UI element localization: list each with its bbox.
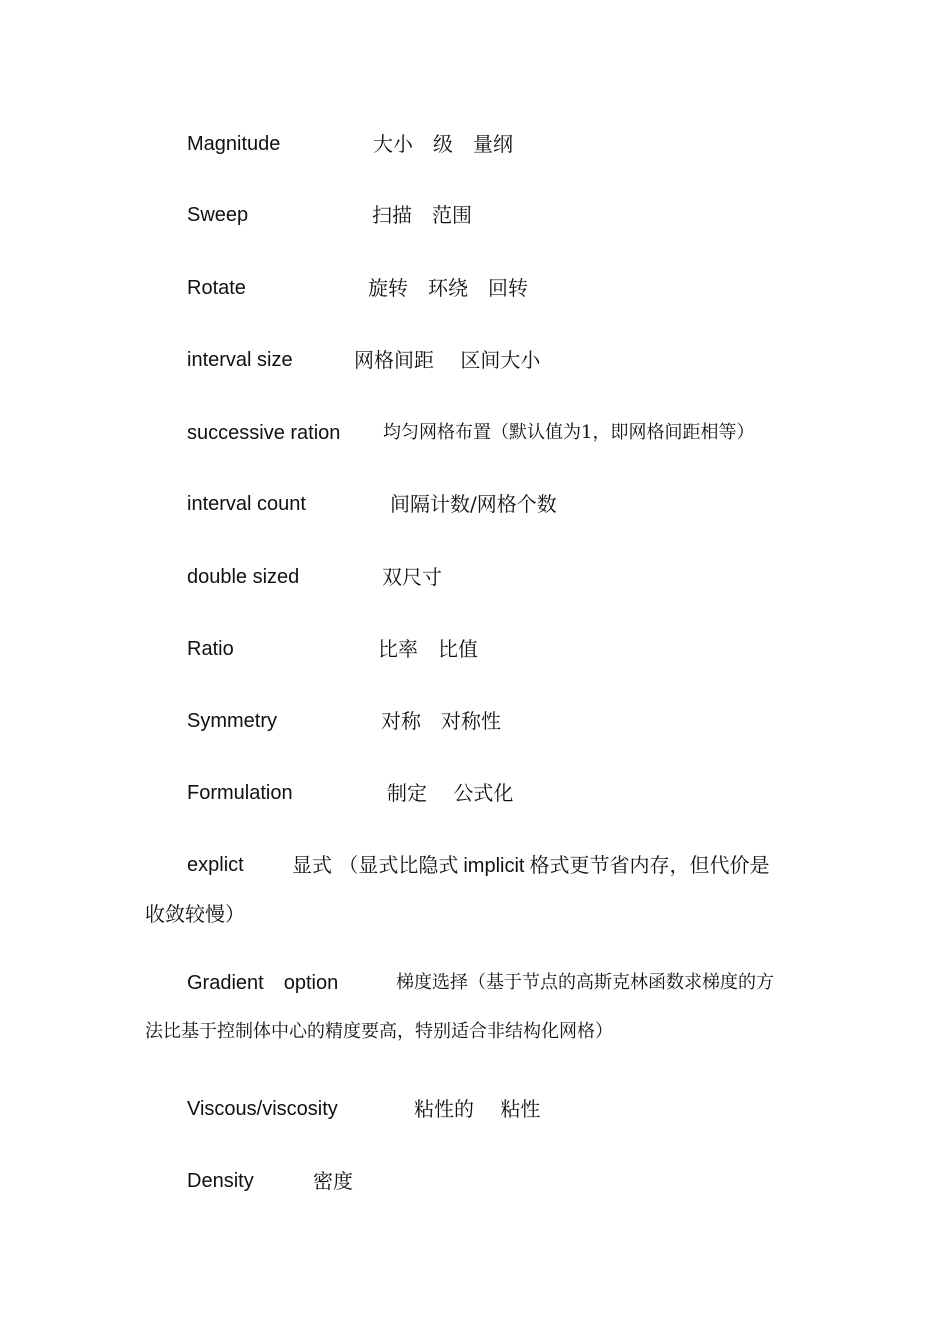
meaning-viscous: 粘性的 粘性: [414, 1097, 541, 1121]
term-formulation: Formulation: [187, 782, 293, 804]
meaning-rotate: 旋转 环绕 回转: [368, 276, 528, 300]
term-gradient-option: Gradient option: [187, 972, 339, 994]
meaning-interval-size: 网格间距 区间大小: [354, 348, 541, 372]
meaning-explict-term: implicit: [463, 855, 525, 877]
meaning-gradient-option: 梯度选择（基于节点的高斯克林函数求梯度的方: [396, 972, 774, 993]
meaning-explict: [292, 852, 769, 879]
meaning-interval-count: 间隔计数/网格个数: [390, 492, 557, 516]
term-rotate: Rotate: [187, 277, 246, 299]
meaning-ratio: 比率 比值: [378, 637, 478, 661]
meaning-explict-continued: 收敛较慢）: [145, 902, 245, 926]
meaning-explict-part1: 显式 （显式比隐式: [292, 853, 459, 877]
term-magnitude: Magnitude: [187, 133, 281, 155]
meaning-successive-ration: 均匀网格布置（默认值为1，即网格间距相等）: [383, 422, 755, 443]
term-ratio: Ratio: [187, 638, 234, 660]
term-sweep: Sweep: [187, 204, 249, 226]
term-density: Density: [187, 1170, 254, 1192]
term-double-sized: double sized: [187, 566, 300, 588]
meaning-gradient-option-continued: 法比基于控制体中心的精度要高，特别适合非结构化网格）: [145, 1021, 613, 1042]
term-explict: explict: [187, 854, 244, 876]
term-interval-count: interval count: [187, 493, 306, 515]
meaning-density: 密度: [313, 1169, 353, 1193]
meaning-symmetry: 对称 对称性: [381, 709, 501, 733]
term-viscous: Viscous/viscosity: [187, 1098, 338, 1120]
meaning-sweep: 扫描 范围: [372, 203, 472, 227]
meaning-magnitude: 大小 级 量纲: [373, 132, 513, 156]
meaning-explict-part2: 格式更节省内存，但代价是: [529, 853, 770, 877]
term-symmetry: Symmetry: [187, 710, 277, 732]
term-successive-ration: successive ration: [187, 422, 341, 444]
term-interval-size: interval size: [187, 349, 293, 371]
meaning-formulation: 制定 公式化: [387, 781, 514, 805]
meaning-double-sized: 双尺寸: [382, 565, 442, 589]
